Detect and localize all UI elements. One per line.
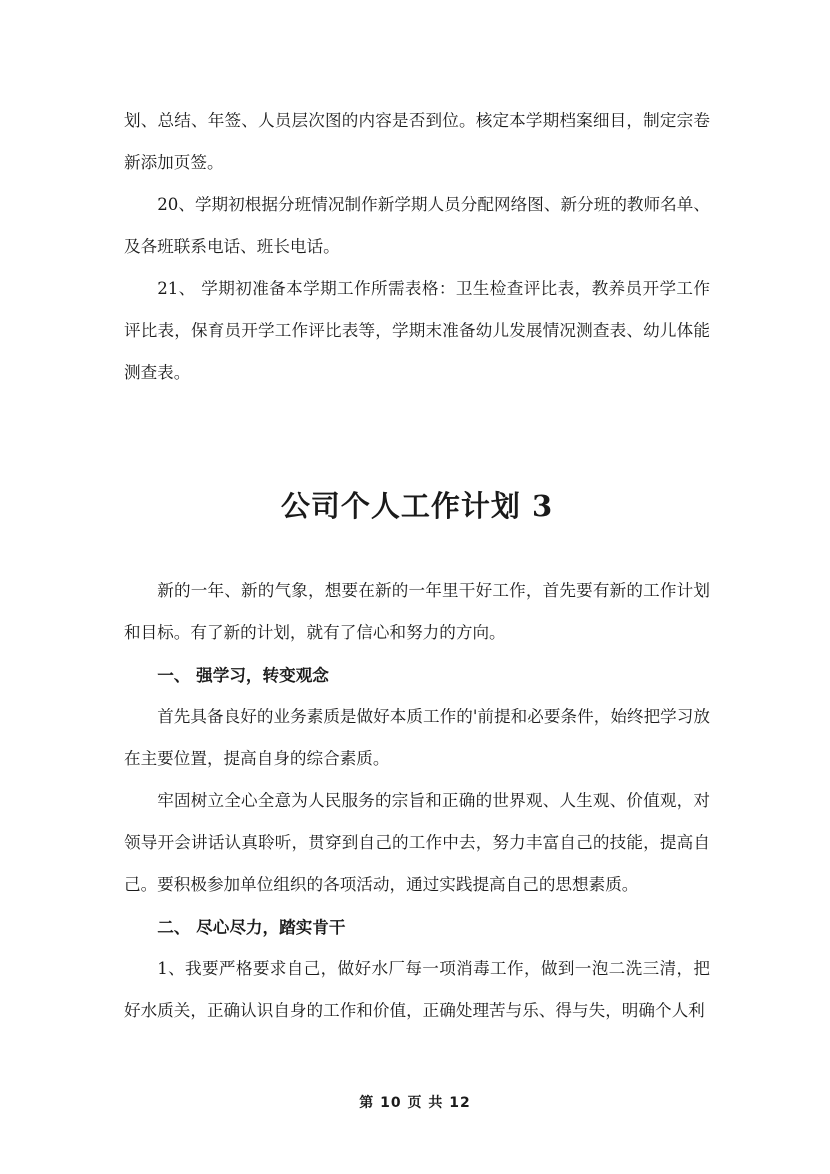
spacer (124, 526, 710, 570)
spacer (124, 394, 710, 486)
document-body (124, 100, 710, 1032)
paragraph-continued: 划、总结、年签、人员层次图的内容是否到位。核定本学期档案细目，制定宗卷新添加页签。 (124, 111, 710, 172)
section1-paragraph-2: 牢固树立全心全意为人民服务的宗旨和正确的世界观、人生观、价值观，对领导开会讲话认真聆听，贯穿到自己的工作中去，努力丰富自己的技能，提高自己。要积极参加单位组织的各项活动，通过实践提高自己的思想素质。 (124, 791, 710, 894)
section1-paragraph-1: 首先具备良好的业务素质是做好本质工作的'前提和必要条件，始终把学习放在主要位置，提高自身的综合素质。 (124, 707, 710, 768)
section-heading-2: 二、 尽心尽力，踏实肯干 (157, 917, 346, 937)
document-title: 公司个人工作计划 3 (280, 489, 554, 523)
paragraph-item-21: 21、 学期初准备本学期工作所需表格：卫生检查评比表，教养员开学工作评比表，保育员开学工作评比表等，学期末准备幼儿发展情况测查表、幼儿体能测查表。 (124, 279, 710, 382)
section-heading-1: 一、 强学习，转变观念 (157, 665, 329, 685)
section2-paragraph-1: 1、我要严格要求自己，做好水厂每一项消毒工作，做到一泡二洗三清，把好水质关，正确认识自身的工作和价值，正确处理苦与乐、得与失，明确个人利 (124, 959, 710, 1020)
intro-paragraph: 新的一年、新的气象，想要在新的一年里干好工作，首先要有新的工作计划和目标。有了新的计划，就有了信心和努力的方向。 (124, 581, 710, 642)
paragraph-item-20: 20、学期初根据分班情况制作新学期人员分配网络图、新分班的教师名单、及各班联系电话、班长电话。 (124, 195, 710, 256)
page-number: 第 10 页 共 12 (359, 1095, 471, 1111)
